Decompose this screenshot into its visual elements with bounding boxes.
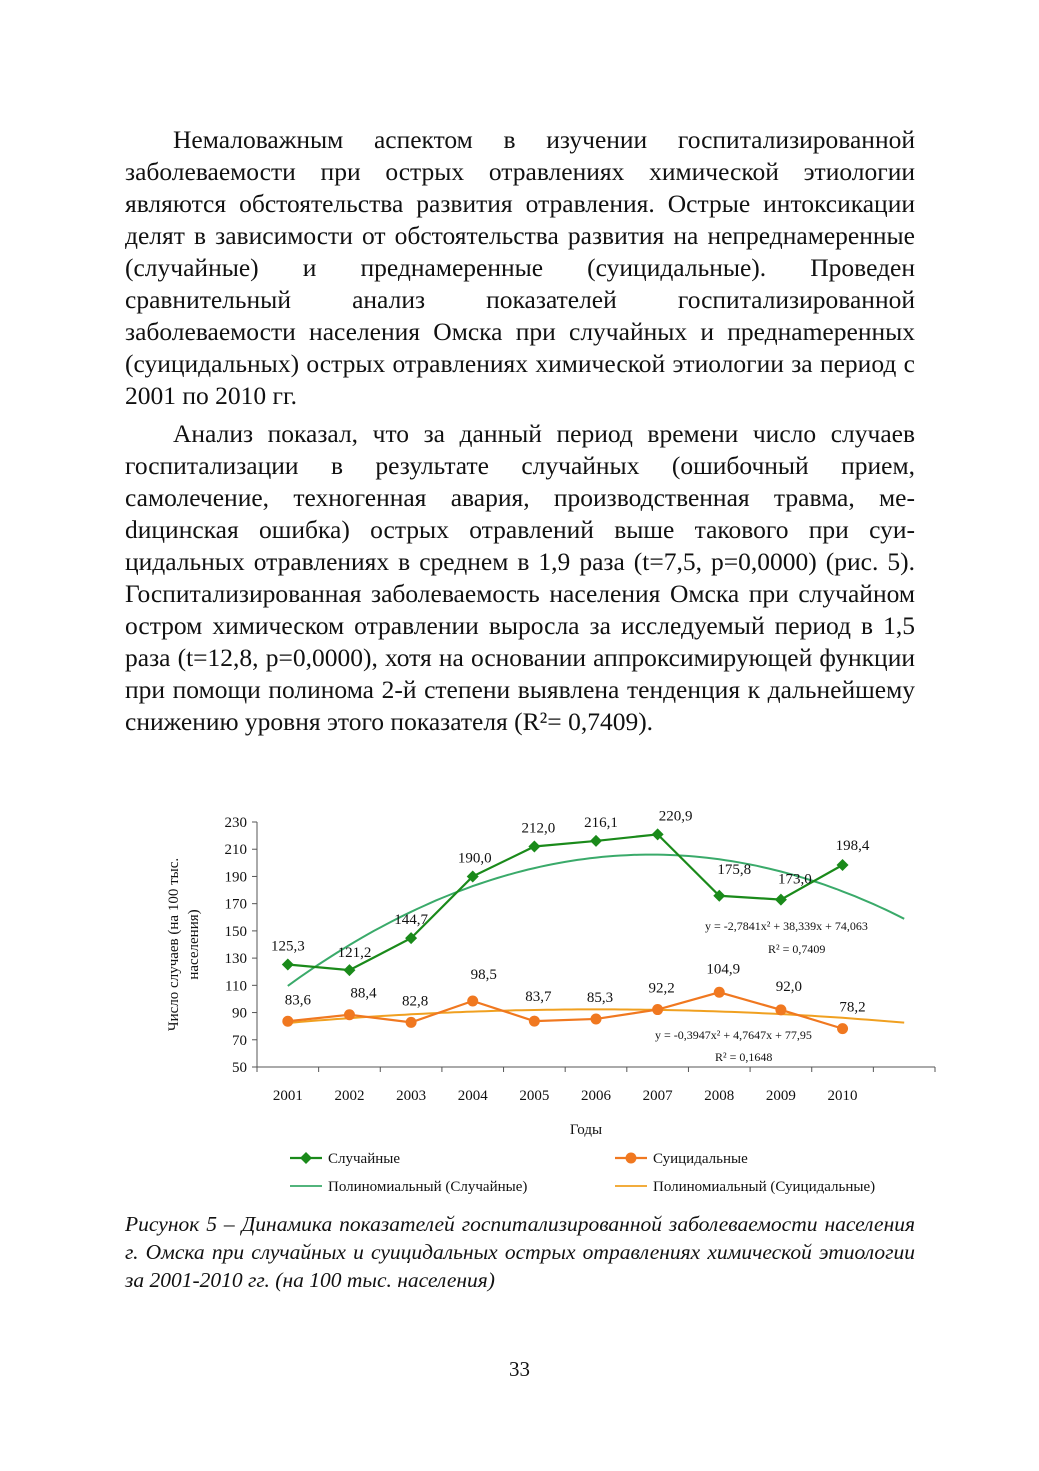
x-tick-label: 2010 xyxy=(827,1088,858,1104)
trend-r2: R² = 0,1648 xyxy=(715,1050,773,1064)
y-tick-label: 210 xyxy=(224,842,247,859)
data-label: 144,7 xyxy=(394,912,428,929)
data-label: 92,0 xyxy=(775,978,803,995)
x-tick-label: 2006 xyxy=(581,1088,611,1104)
data-point xyxy=(652,1004,663,1015)
data-point xyxy=(344,1009,355,1020)
data-point xyxy=(528,841,540,853)
legend-label: Случайные xyxy=(328,1151,400,1167)
y-tick-label: 150 xyxy=(224,923,247,940)
y-tick-label: 190 xyxy=(224,869,247,886)
x-axis-title: Годы xyxy=(569,1122,603,1138)
data-point xyxy=(467,995,478,1006)
y-tick-label: 90 xyxy=(232,1005,247,1022)
data-label: 173,0 xyxy=(778,871,812,888)
x-tick-label: 2008 xyxy=(704,1088,735,1104)
y-axis-title: Число случаев (на 100 тыс. населения) xyxy=(166,857,202,1032)
y-tick-label: 230 xyxy=(224,815,247,831)
data-point xyxy=(775,1004,786,1015)
data-point xyxy=(837,859,849,871)
y-tick-label: 50 xyxy=(232,1060,247,1076)
data-label: 198,4 xyxy=(835,838,870,855)
x-tick-label: 2003 xyxy=(396,1088,427,1104)
data-point xyxy=(775,894,787,906)
page-number: 33 xyxy=(509,1357,530,1381)
y-tick-label: 110 xyxy=(225,978,247,995)
paragraph-1: Немаловажным аспектом в изучении госпитализированной заболеваемости при острых отравлениях химической этиологии являются обстоятельства развития отравления. Острые интоксикации делят в зависимости от обстоятельства развития на непреднамеренные (случайные) и преднамеренные (суицидальные). Проведен сравнительный анализ показателей госпитализированной заболеваемости населения Омска при случайных и преднаmеренных (суицидальных) острых отравлениях химической этиологии за период с 2001 по 2010 гг. xyxy=(125,125,915,410)
data-label: 104,9 xyxy=(706,961,741,978)
data-point xyxy=(343,964,355,976)
legend-marker xyxy=(626,1153,637,1164)
data-label: 125,3 xyxy=(270,938,305,955)
data-labels xyxy=(271,808,870,1015)
x-tick-label: 2002 xyxy=(334,1088,365,1104)
line-chart xyxy=(150,805,950,1205)
x-tick-label: 2009 xyxy=(765,1088,796,1104)
trend-equations xyxy=(655,919,868,1064)
data-label: 98,5 xyxy=(470,966,497,983)
data-label: 121,2 xyxy=(337,945,372,962)
data-label: 175,8 xyxy=(717,861,752,878)
data-point xyxy=(837,1023,848,1034)
chart-legend xyxy=(290,1151,875,1195)
x-tick-label: 2004 xyxy=(457,1088,488,1104)
data-point xyxy=(529,1016,540,1027)
trend-equation: y = -2,7841x² + 38,339x + 74,063 xyxy=(705,919,868,933)
paragraph-2: Анализ показал, что за данный период времени число случаев госпитализации в результате случайных (ошибочный прием, самолечение, техногенная авария, производственная травма, меdицинская ошибка) острых отравлений выше такового при суицидальных отравлениях в среднем в 1,9 раза (t=7,5, p=0,0000) (рис. 5). Госпитализированная заболеваемость населения Омска при случайном остром химическом отравлении выросла за исследуемый период в 1,5 раза (t=12,8, p=0,0000), хотя на основании аппроксимирующей функции при помощи полинома 2-й степени выявлена тенденция к дальнейшему снижению уровня этого показателя (R²= 0,7409). xyxy=(125,419,915,736)
data-label: 220,9 xyxy=(658,808,693,825)
figure-caption: Рисунок 5 – Динамика показателей госпитализированной заболеваемости населения г. Омска при случайных и суицидальных острых отравлениях химической этиологии за 2001-2010 гг. (на 100 тыс. населения) xyxy=(125,1212,915,1292)
data-point xyxy=(591,1013,602,1024)
data-label: 82,8 xyxy=(401,993,429,1010)
data-label: 92,2 xyxy=(648,980,675,997)
x-tick-label: 2001 xyxy=(272,1088,303,1104)
trend-r2: R² = 0,7409 xyxy=(768,942,826,956)
legend-marker xyxy=(300,1152,312,1164)
data-point xyxy=(590,835,602,847)
y-tick-label: 70 xyxy=(232,1032,247,1049)
data-point xyxy=(282,1016,293,1027)
x-tick-label: 2005 xyxy=(519,1088,550,1104)
data-label: 83,7 xyxy=(525,989,552,1006)
x-tick-label: 2007 xyxy=(642,1088,673,1104)
data-point xyxy=(714,987,725,998)
data-label: 212,0 xyxy=(521,820,556,837)
data-label: 190,0 xyxy=(457,850,492,867)
data-label: 78,2 xyxy=(839,999,866,1016)
data-point xyxy=(282,959,294,971)
legend-label: Суицидальные xyxy=(653,1151,748,1167)
legend-label: Полиномиальный (Суицидальные) xyxy=(653,1179,876,1195)
legend-label: Полиномиальный (Случайные) xyxy=(328,1179,528,1195)
data-label: 216,1 xyxy=(584,814,618,831)
data-label: 85,3 xyxy=(586,989,614,1006)
y-tick-label: 170 xyxy=(224,896,247,913)
data-label: 83,6 xyxy=(284,992,311,1009)
data-label: 88,4 xyxy=(350,985,377,1002)
chart-axes xyxy=(166,815,935,1138)
trend-equation: y = -0,3947x² + 4,7647x + 77,95 xyxy=(655,1028,812,1042)
y-tick-label: 130 xyxy=(224,951,247,968)
data-point xyxy=(406,1017,417,1028)
